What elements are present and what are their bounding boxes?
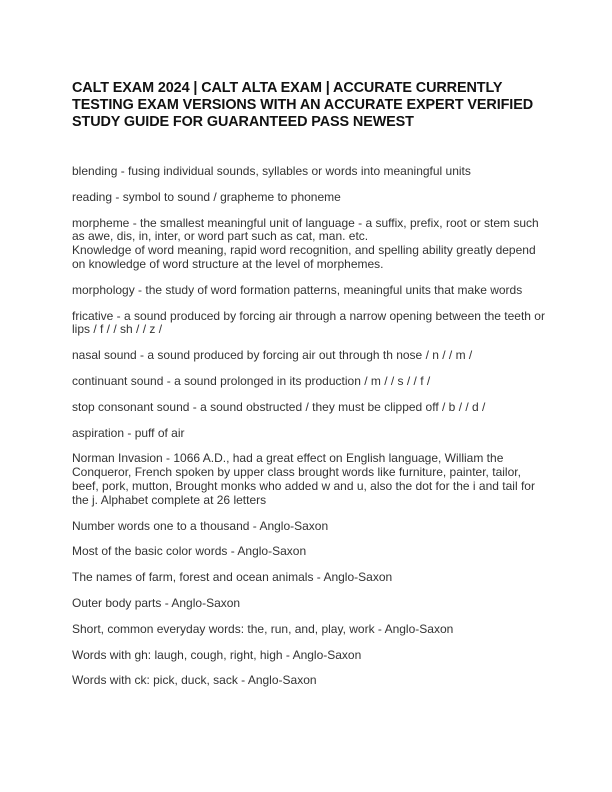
glossary-entry-nasal-sound (72, 349, 550, 363)
glossary-entry-ck-words (72, 674, 550, 688)
glossary-entry-number-words (72, 520, 550, 534)
glossary-entry-gh-words (72, 649, 550, 663)
entry-text: Words with ck: pick, duck, sack - Anglo-Saxon (72, 673, 317, 688)
glossary-entry-reading (72, 191, 550, 205)
glossary-entry-body-parts (72, 597, 550, 611)
entry-text: The names of farm, forest and ocean animals - Anglo-Saxon (72, 570, 393, 585)
entry-text: Number words one to a thousand - Anglo-Saxon (72, 518, 329, 533)
entry-text: Outer body parts - Anglo-Saxon (72, 595, 241, 610)
entry-text: Most of the basic color words - Anglo-Saxon (72, 544, 307, 559)
glossary-entry-animal-names (72, 571, 550, 585)
glossary-list (72, 165, 550, 688)
entry-text: morpheme - the smallest meaningful unit of language - a suffix, prefix, root or stem such as awe, dis, in, inter, or word part such as cat, man. etc. (72, 215, 539, 244)
entry-text: reading - symbol to sound / grapheme to phoneme (72, 189, 341, 204)
glossary-entry-stop-consonant (72, 401, 550, 415)
glossary-entry-continuant-sound (72, 375, 550, 389)
entry-text: continuant sound - a sound prolonged in its production / m / / s / / f / (72, 373, 431, 388)
entry-text: blending - fusing individual sounds, syllables or words into meaningful units (72, 164, 471, 178)
entry-text: nasal sound - a sound produced by forcing air out through th nose / n / / m / (72, 348, 473, 363)
glossary-entry-morphology (72, 284, 550, 298)
entry-text: aspiration - puff of air (72, 425, 185, 440)
entry-text: Short, common everyday words: the, run, and, play, work - Anglo-Saxon (72, 621, 454, 636)
entry-text: Norman Invasion - 1066 A.D., had a great effect on English language, William the Conqueror, French spoken by upper class brought words like furniture, painter, tailor, beef, pork, mutton, Brought monks who added w and u, also the dot for the i and tail for the j. Alphabet complete at 26 letters (72, 451, 535, 507)
glossary-entry-color-words (72, 545, 550, 559)
document-title: CALT EXAM 2024 | CALT ALTA EXAM | ACCURATE CURRENTLY TESTING EXAM VERSIONS WITH AN ACCURATE EXPERT VERIFIED STUDY GUIDE FOR GUARANTEED PASS NEWEST (72, 80, 533, 130)
entry-text: fricative - a sound produced by forcing air through a narrow opening between the teeth or lips / f / / sh / / z / (72, 308, 545, 337)
glossary-entry-norman-invasion (72, 452, 550, 507)
glossary-entry-everyday-words (72, 623, 550, 637)
entry-text: morphology - the study of word formation patterns, meaningful units that make words (72, 282, 523, 297)
glossary-entry-blending (72, 165, 550, 179)
entry-text: stop consonant sound - a sound obstructed / they must be clipped off / b / / d / (72, 399, 486, 414)
glossary-entry-morpheme (72, 217, 550, 272)
entry-text: Words with gh: laugh, cough, right, high - Anglo-Saxon (72, 647, 362, 662)
glossary-entry-fricative (72, 310, 550, 338)
entry-text-continued: Knowledge of word meaning, rapid word recognition, and spelling ability greatly depend on knowledge of word structure at the level of morphemes. (72, 243, 536, 271)
glossary-entry-aspiration (72, 427, 550, 441)
